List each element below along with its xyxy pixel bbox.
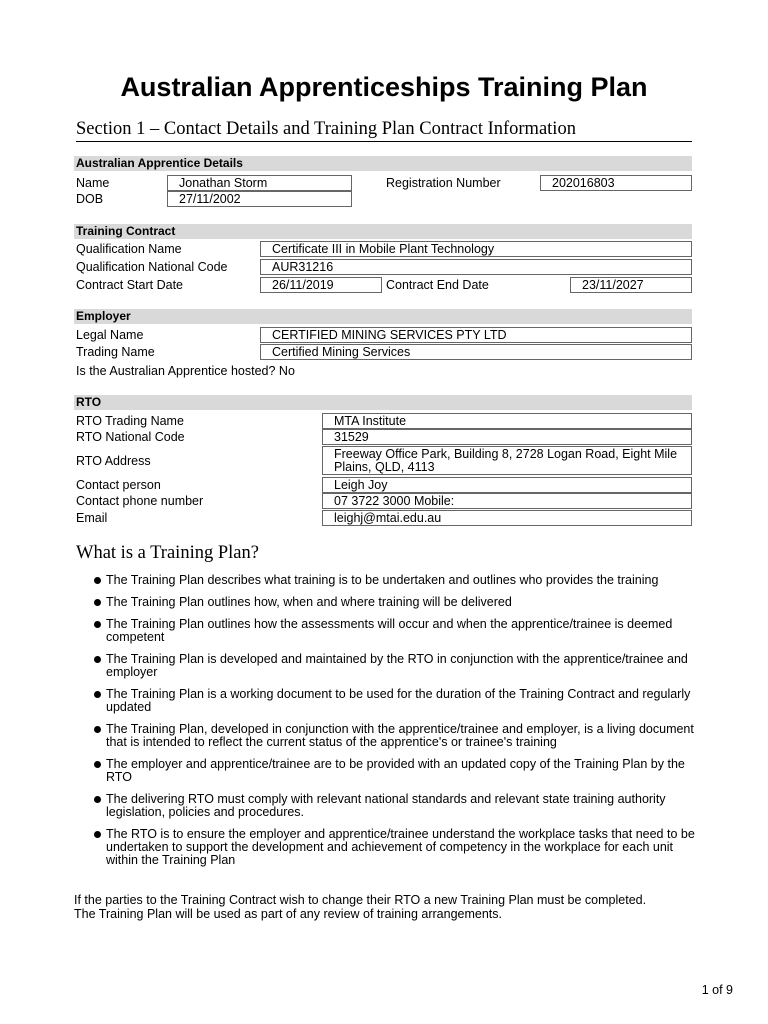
contact-phone-label: Contact phone number [76, 494, 204, 508]
document-title: Australian Apprenticeships Training Plan [120, 72, 648, 102]
qualification-name-field: Certificate III in Mobile Plant Technology [260, 241, 692, 257]
qualification-code-label: Qualification National Code [76, 260, 228, 274]
bullet-dot-icon [94, 621, 101, 628]
legal-name-label: Legal Name [76, 328, 144, 342]
section-heading: Section 1 – Contact Details and Training Plan Contract Information [76, 118, 692, 142]
closing-paragraph [74, 893, 714, 921]
rto-code-field: 31529 [322, 429, 692, 445]
bullet-dot-icon [94, 831, 101, 838]
bullet-item: The Training Plan outlines how, when and where training will be delivered [93, 596, 703, 609]
rto-trading-name-field: MTA Institute [322, 413, 692, 429]
contract-end-field: 23/11/2027 [570, 277, 692, 293]
page-number: 1 of 9 [701, 983, 733, 997]
trading-name-label: Trading Name [76, 345, 155, 359]
email-label: Email [76, 511, 108, 525]
rto-address-field: Freeway Office Park, Building 8, 2728 Logan Road, Eight Mile Plains, QLD, 4113 [322, 446, 692, 475]
dob-field: 27/11/2002 [167, 191, 352, 207]
training-contract-section-header: Training Contract [74, 224, 692, 239]
training-plan-bullet-list [93, 574, 703, 876]
apprentice-section-header: Australian Apprentice Details [74, 156, 692, 171]
bullet-dot-icon [94, 761, 101, 768]
bullet-dot-icon [94, 726, 101, 733]
name-field: Jonathan Storm [167, 175, 352, 191]
dob-label: DOB [76, 192, 104, 206]
bullet-dot-icon [94, 656, 101, 663]
rto-code-label: RTO National Code [76, 430, 185, 444]
contract-start-field: 26/11/2019 [260, 277, 382, 293]
registration-number-label: Registration Number [386, 176, 501, 190]
bullet-item: The delivering RTO must comply with relevant national standards and relevant state training authority legislation, policies and procedures. [93, 793, 703, 819]
bullet-item: The employer and apprentice/trainee are to be provided with an updated copy of the Training Plan by the RTO [93, 758, 703, 784]
contract-start-label: Contract Start Date [76, 278, 183, 292]
bullet-dot-icon [94, 577, 101, 584]
legal-name-field: CERTIFIED MINING SERVICES PTY LTD [260, 327, 692, 343]
qualification-name-label: Qualification Name [76, 242, 182, 256]
contact-phone-field: 07 3722 3000 Mobile: [322, 493, 692, 509]
rto-section-header: RTO [74, 395, 692, 410]
bullet-item: The Training Plan is a working document to be used for the duration of the Training Contract and regularly updated [93, 688, 703, 714]
closing-line-1: If the parties to the Training Contract wish to change their RTO a new Training Plan must be completed. [74, 893, 647, 907]
bullet-dot-icon [94, 796, 101, 803]
trading-name-field: Certified Mining Services [260, 344, 692, 360]
what-is-heading: What is a Training Plan? [76, 543, 259, 563]
rto-address-label: RTO Address [76, 454, 151, 468]
contract-end-label: Contract End Date [386, 278, 489, 292]
contact-person-label: Contact person [76, 478, 161, 492]
bullet-item: The RTO is to ensure the employer and apprentice/trainee understand the workplace tasks that need to be undertaken to support the development and achievement of competency in the workplace for each unit within the Training Plan [93, 828, 703, 867]
employer-section-header: Employer [74, 309, 692, 324]
registration-number-field: 202016803 [540, 175, 692, 191]
closing-line-2: The Training Plan will be used as part of any review of training arrangements. [74, 907, 503, 921]
name-label: Name [76, 176, 110, 190]
bullet-item: The Training Plan, developed in conjunction with the apprentice/trainee and employer, is a living document that is intended to reflect the current status of the apprentice's or trainee's training [93, 723, 703, 749]
bullet-item: The Training Plan outlines how the assessments will occur and when the apprentice/trainee is deemed competent [93, 618, 703, 644]
contact-person-field: Leigh Joy [322, 477, 692, 493]
rto-trading-name-label: RTO Trading Name [76, 414, 184, 428]
bullet-dot-icon [94, 691, 101, 698]
qualification-code-field: AUR31216 [260, 259, 692, 275]
bullet-dot-icon [94, 599, 101, 606]
hosted-question: Is the Australian Apprentice hosted? No [76, 364, 295, 378]
bullet-item: The Training Plan describes what training is to be undertaken and outlines who provides the training [93, 574, 703, 587]
email-field: leighj@mtai.edu.au [322, 510, 692, 526]
bullet-item: The Training Plan is developed and maintained by the RTO in conjunction with the apprentice/trainee and employer [93, 653, 703, 679]
